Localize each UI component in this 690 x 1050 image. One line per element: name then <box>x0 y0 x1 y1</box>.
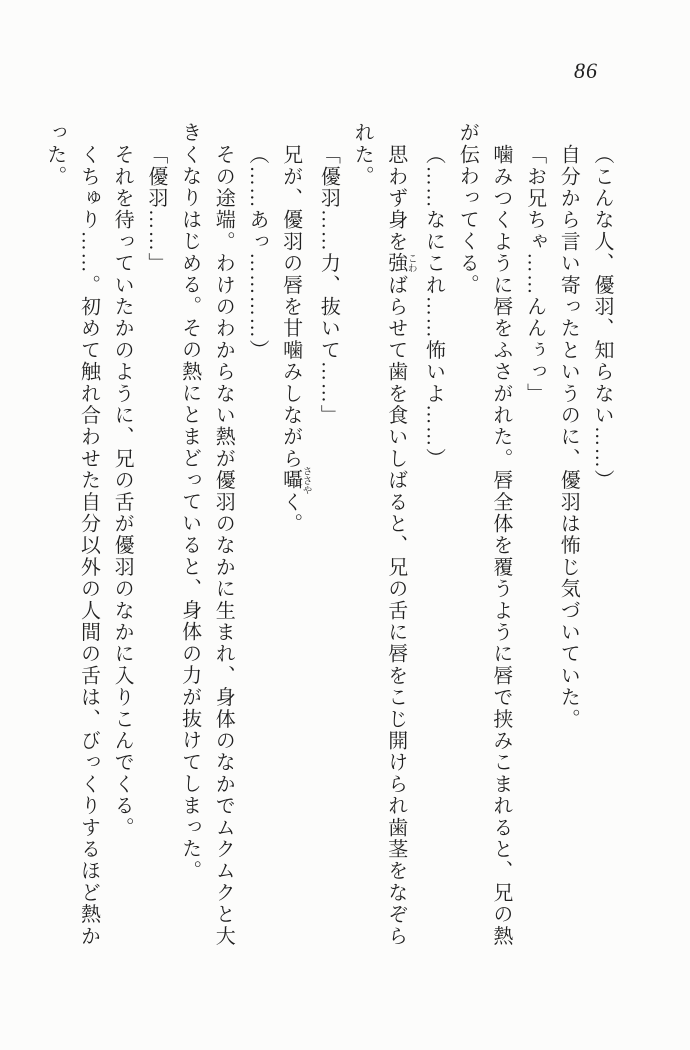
text-block <box>37 122 618 950</box>
page-number: 86 <box>574 58 598 83</box>
furigana-annotation: 強 こわ <box>384 252 416 274</box>
paragraph-7: 「優羽……力、抜いて……」 <box>317 143 340 426</box>
paragraph-6: 思わず身を強 こわばらせて歯を食いしばると、兄の舌に唇をこじ開けられ歯茎をなぞられた。 <box>351 122 416 947</box>
paragraph-12: それを待っていたかのように、兄の舌が優羽のなかに入りこんでくる。 <box>111 143 134 839</box>
paragraph-8: 兄が、優羽の唇を甘噛みしながら囁 ささやく。 <box>279 143 311 535</box>
paragraph-11: 「優羽……」 <box>144 143 167 274</box>
furigana-annotation: 囁 ささや <box>279 465 311 495</box>
paragraph-2: 自分から言い寄ったというのに、優羽は怖じ気づいていた。 <box>557 143 580 730</box>
paragraph-5: （……なにこれ……怖いよ……） <box>422 143 445 470</box>
paragraph-4: 噛みつくように唇をふさがれた。唇全体を覆うように唇で挟みこまれると、兄の熱が伝わってくる。 <box>456 122 512 947</box>
paragraph-3: 「お兄ちゃ……んんぅっ」 <box>523 143 546 405</box>
paragraph-13: くちゅり……。初めて触れ合わせた自分以外の人間の舌は、びっくりするほど熱かった。 <box>43 122 100 947</box>
paragraph-9: （……あっ…………） <box>245 143 268 361</box>
paragraph-1: （こんな人、優羽、知らない……） <box>591 143 613 491</box>
paragraph-10: その途端。わけのわからない熱が優羽のなかに生まれ、身体のなかでムクムクと大きくなりはじめる。その熱にとまどっていると、身体の力が抜けてしまった。 <box>178 122 235 947</box>
